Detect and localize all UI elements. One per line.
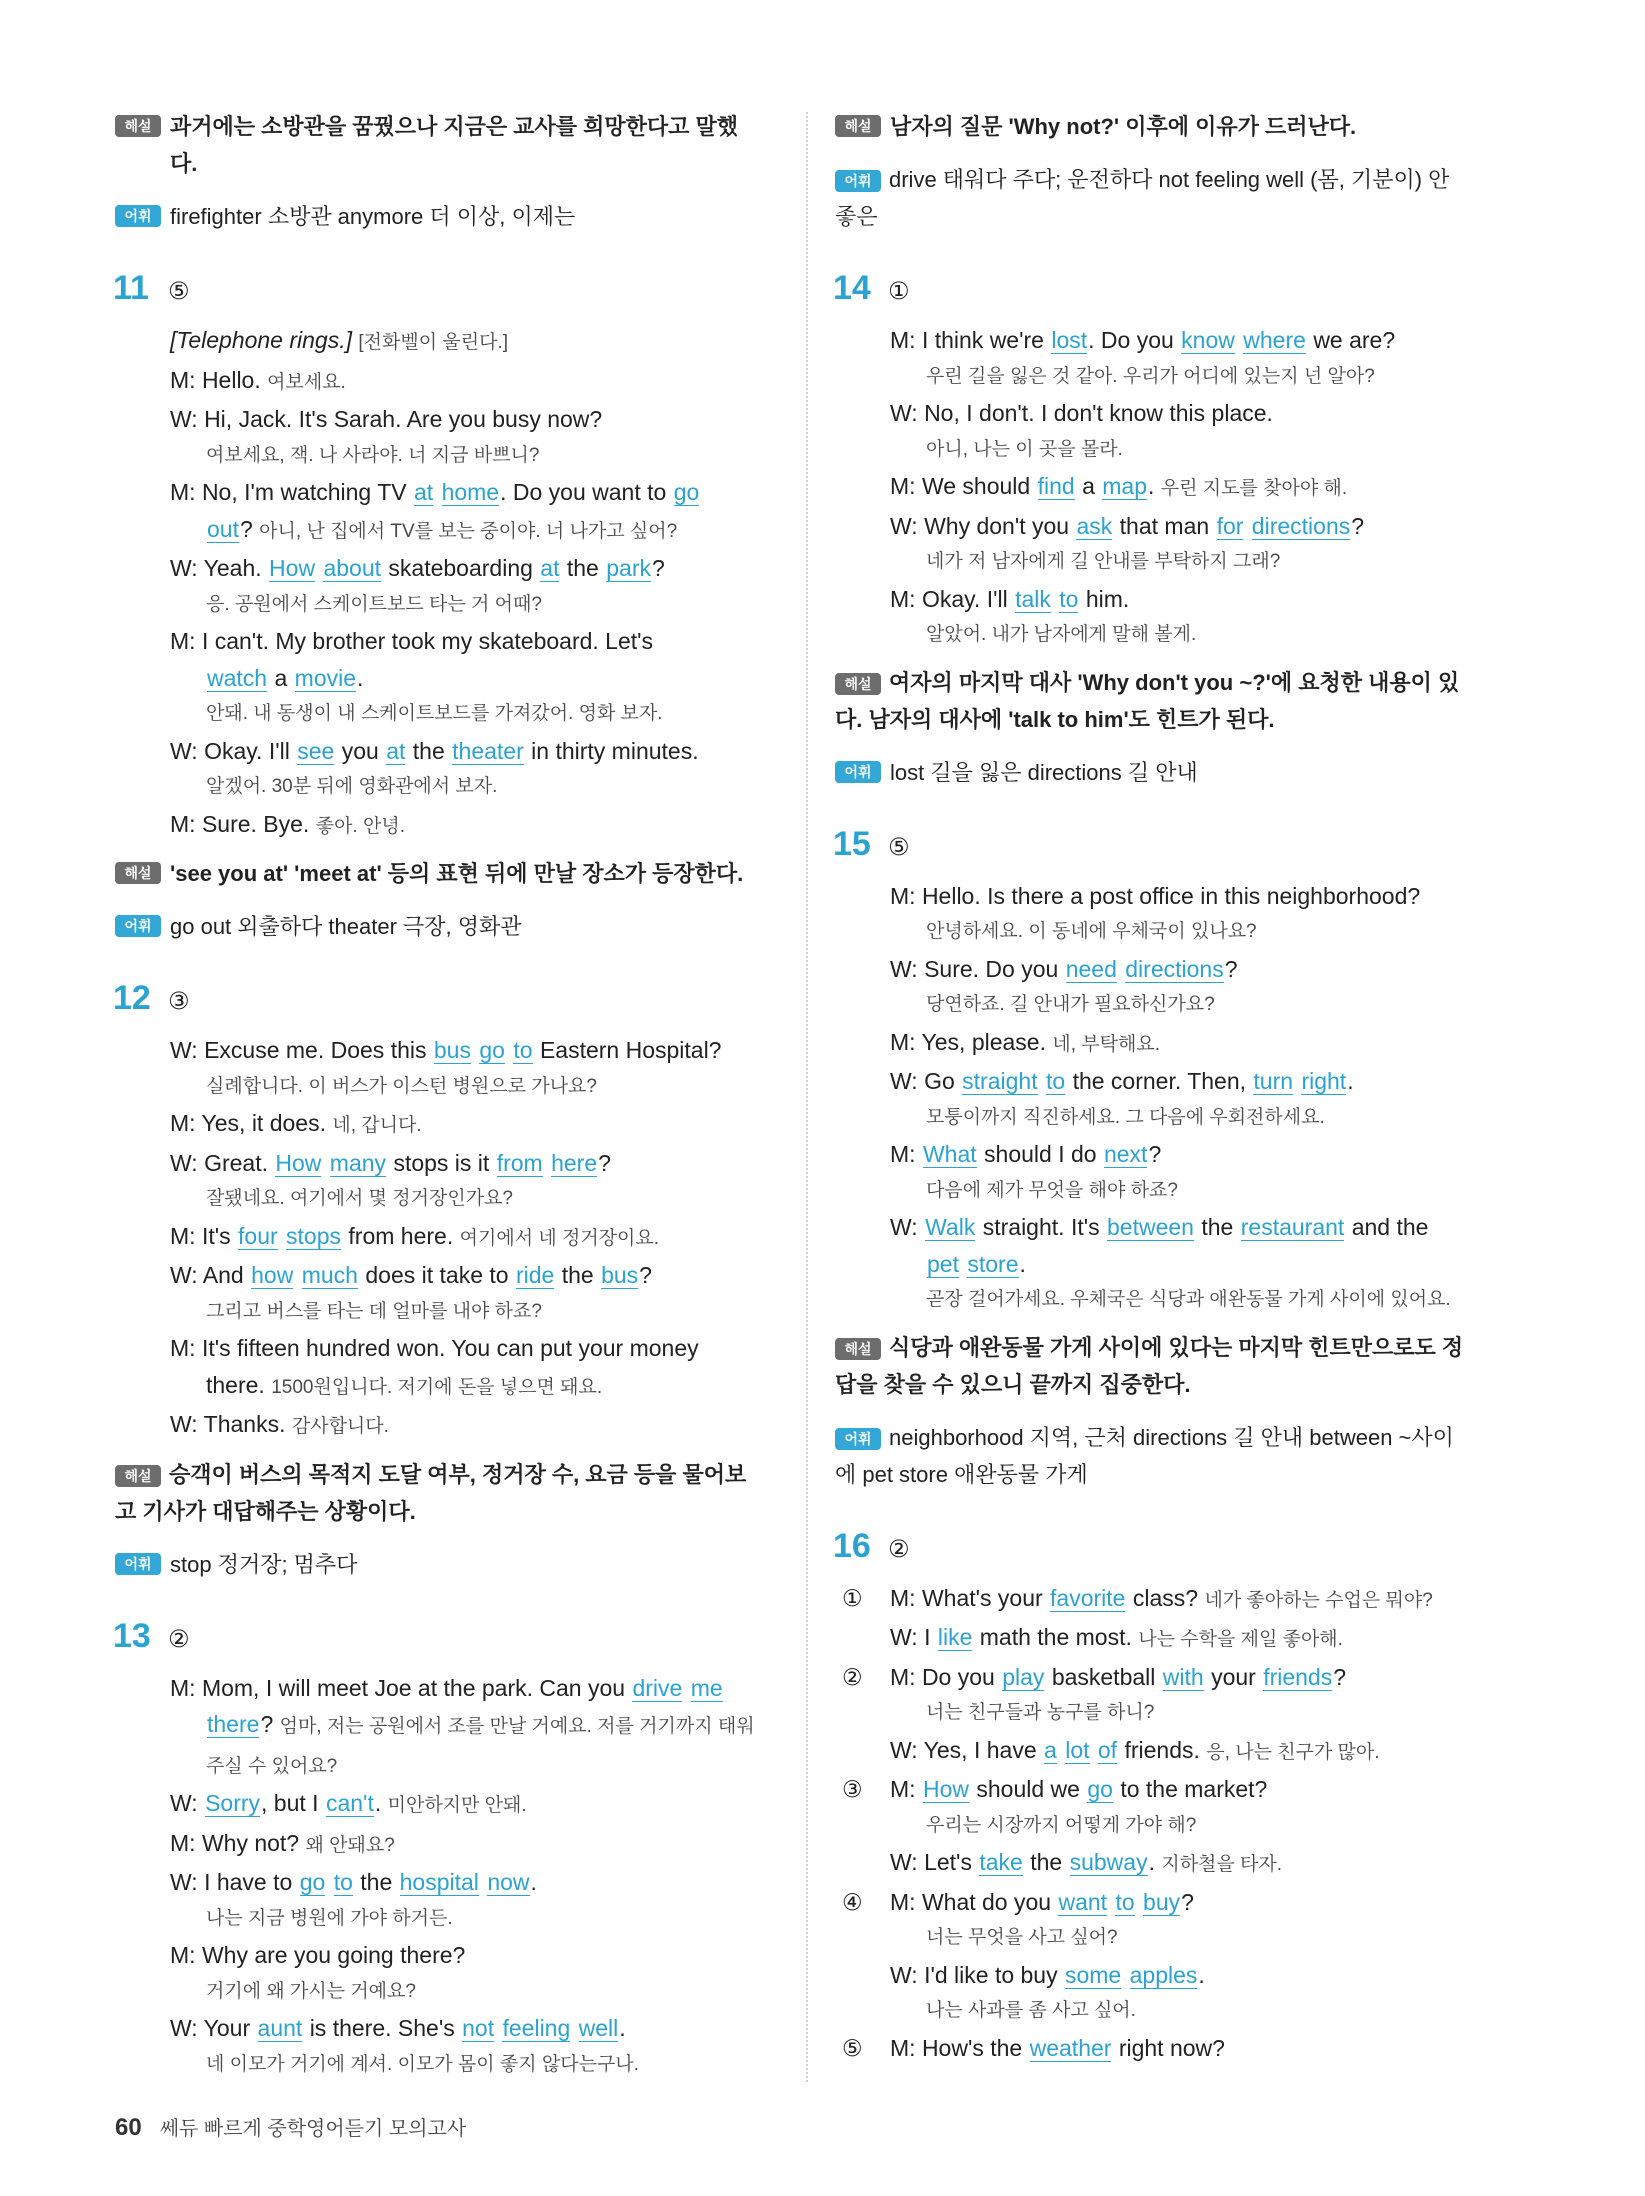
question-header [115, 269, 755, 308]
dialogue-line: M: Sure. Bye. 좋아. 안녕. [170, 810, 405, 837]
translation: 네 이모가 거기에 계셔. 이모가 몸이 좋지 않다는구나. [206, 2053, 639, 2075]
translation: 나는 사과를 좀 사고 싶어. [926, 2000, 1136, 2021]
dialogue-line: W: Okay. I'll see you at the theater in thirty minutes. [170, 737, 699, 764]
dialogue-line: ② M: Do you play basketball with your friends? [890, 1659, 1475, 1696]
haeseol-badge: 해설 [835, 673, 881, 695]
answer-mark: ② [168, 1625, 190, 1653]
vocab-note [835, 161, 1475, 235]
answer-mark: ⑤ [888, 833, 910, 861]
translation: 우린 길을 잃은 것 같아. 우리가 어디에 있는지 넌 알아? [926, 365, 1375, 387]
vocab-text: lost 길을 잃은 directions 길 안내 [890, 759, 1198, 785]
translation: 여보세요, 잭. 나 사라야. 너 지금 바쁘니? [206, 444, 540, 466]
dialogue-line: W: I'd like to buy some apples. [890, 1961, 1205, 1988]
question-header [115, 979, 755, 1018]
translation: 거기에 왜 가시는 거예요? [206, 1980, 416, 2002]
dialogue-line: W: Your aunt is there. She's not feeling well. [170, 2015, 626, 2041]
dialogue [835, 1580, 1475, 2067]
dialogue-line: W: And how much does it take to ride the bus? [170, 1262, 652, 1288]
dialogue-line: W: I like math the most. 나는 수학을 제일 좋아해. [890, 1624, 1343, 1650]
dialogue [115, 1670, 755, 2084]
dialogue-line: W: Yeah. How about skateboarding at the park? [170, 555, 665, 581]
dialogue-line: ④ M: What do you want to buy? [890, 1884, 1475, 1921]
dialogue [115, 1032, 755, 1446]
explanation-note [115, 108, 755, 182]
dialogue-line: M: I think we're lost. Do you know where we are? [890, 327, 1396, 353]
option-marker: ⑤ [842, 2034, 863, 2061]
translation: 알았어. 내가 남자에게 말해 볼게. [926, 624, 1197, 645]
haeseol-badge: 해설 [835, 115, 881, 137]
eohwi-badge: 어휘 [115, 205, 161, 227]
translation: 모퉁이까지 직진하세요. 그 다음에 우회전하세요. [926, 1106, 1325, 1128]
vocab-text: neighborhood 지역, 근처 directions 길 안내 between ~사이에 pet store 애완동물 가게 [835, 1424, 1454, 1487]
vocab-note [115, 198, 755, 235]
explanation-note [835, 664, 1475, 738]
question-number: 11 [113, 269, 149, 307]
dialogue-line: W: Why don't you ask that man for directions? [890, 512, 1365, 539]
dialogue [835, 878, 1475, 1319]
option-marker: ④ [842, 1888, 863, 1915]
translation: 당연하죠. 길 안내가 필요하신가요? [926, 994, 1215, 1015]
dialogue-line: M: Hello. Is there a post office in this neighborhood? [890, 882, 1421, 909]
dialogue-line: W: Excuse me. Does this bus go to Eastern Hospital? [170, 1037, 722, 1063]
translation: 알겠어. 30분 뒤에 영화관에서 보자. [206, 776, 498, 797]
explanation-note [835, 108, 1475, 145]
vocab-text: drive 태워다 주다; 운전하다 not feeling well (몸, 기분이) 안 좋은 [835, 167, 1450, 229]
dialogue-line: W: Hi, Jack. It's Sarah. Are you busy now? [170, 406, 603, 432]
question-number: 12 [113, 979, 151, 1017]
dialogue-line: ③ M: How should we go to the market? [890, 1771, 1475, 1808]
eohwi-badge: 어휘 [835, 761, 881, 783]
vocab-note [835, 1419, 1475, 1493]
dialogue [115, 322, 755, 845]
vocab-text: firefighter 소방관 anymore 더 이상, 이제는 [170, 204, 576, 229]
haeseol-badge: 해설 [115, 1465, 161, 1487]
translation: 실례합니다. 이 버스가 이스턴 병원으로 가나요? [206, 1075, 597, 1097]
question-header [835, 1527, 1475, 1566]
dialogue-line: M: It's fifteen hundred won. You can put your money [170, 1335, 699, 1361]
vocab-text: stop 정거장; 멈추다 [170, 1551, 358, 1577]
dialogue-line: W: Go straight to the corner. Then, turn right. [890, 1068, 1354, 1094]
dialogue-line: M: Why are you going there? [170, 1942, 466, 1968]
explanation-text: 승객이 버스의 목적지 도달 여부, 정거장 수, 요금 등을 물어보고 기사가 대답해주는 상황이다. [115, 1461, 747, 1524]
dialogue-line: W: Let's take the subway. 지하철을 타자. [890, 1849, 1283, 1875]
option-marker: ① [842, 1584, 863, 1611]
question-number: 16 [833, 1526, 871, 1565]
explanation-text: 여자의 마지막 대사 'Why don't you ~?'에 요청한 내용이 있다. 남자의 대사에 'talk to him'도 힌트가 된다. [835, 669, 1460, 732]
vocab-note [835, 754, 1475, 791]
dialogue-line: M: What should I do next? [890, 1141, 1162, 1167]
eohwi-badge: 어휘 [115, 1553, 161, 1575]
translation: 그리고 버스를 타는 데 얼마를 내야 하죠? [206, 1300, 542, 1322]
dialogue-line: there? 엄마, 저는 공원에서 조를 만날 거예요. 저를 거기까지 태워주실 수 있어요? [206, 1711, 755, 1777]
haeseol-badge: 해설 [835, 1338, 881, 1360]
left-column [115, 108, 755, 2083]
question-number: 13 [113, 1616, 151, 1655]
page-number: 60 [115, 2114, 142, 2141]
eohwi-badge: 어휘 [115, 915, 161, 937]
eohwi-badge: 어휘 [835, 170, 881, 192]
dialogue-line: M: Yes, it does. 네, 갑니다. [170, 1110, 422, 1136]
translation: 아니, 나는 이 곳을 몰라. [926, 438, 1123, 460]
explanation-note [115, 855, 755, 892]
dialogue-line: ⑤ M: How's the weather right now? [890, 2030, 1475, 2067]
dialogue-line: W: Walk straight. It's between the restaurant and the [890, 1214, 1429, 1240]
explanation-note [835, 1329, 1475, 1403]
dialogue-line: W: Thanks. 감사합니다. [170, 1411, 389, 1437]
dialogue-line: there. 1500원입니다. 저기에 돈을 넣으면 돼요. [206, 1371, 603, 1398]
haeseol-badge: 해설 [115, 115, 161, 137]
vocab-note [115, 1546, 755, 1583]
question-header [835, 825, 1475, 864]
dialogue [835, 322, 1475, 654]
translation: 잘됐네요. 여기에서 몇 정거장인가요? [206, 1188, 513, 1209]
dialogue-line: watch a movie. [207, 664, 364, 691]
option-marker: ② [842, 1663, 863, 1690]
explanation-note [115, 1456, 755, 1530]
translation: 나는 지금 병원에 가야 하거든. [206, 1907, 453, 1929]
explanation-text: 'see you at' 'meet at' 등의 표현 뒤에 만날 장소가 등장한다. [170, 861, 744, 886]
option-marker: ③ [842, 1776, 863, 1802]
question-number: 15 [833, 824, 871, 863]
translation: 우리는 시장까지 어떻게 가야 해? [926, 1814, 1197, 1836]
translation: 너는 무엇을 사고 싶어? [926, 1927, 1118, 1948]
dialogue-line: ① M: What's your favorite class? 네가 좋아하는 수업은 뭐야? [890, 1580, 1475, 1620]
explanation-text: 과거에는 소방관을 꿈꿨으나 지금은 교사를 희망한다고 말했다. [170, 114, 738, 176]
vocab-note [115, 908, 755, 945]
dialogue-line: M: Why not? 왜 안돼요? [170, 1829, 395, 1856]
dialogue-line: pet store. [927, 1250, 1026, 1277]
explanation-text: 남자의 질문 'Why not?' 이후에 이유가 드러난다. [890, 114, 1357, 139]
dialogue-line: W: I have to go to the hospital now. [170, 1869, 537, 1895]
column-divider [806, 112, 808, 2082]
dialogue-line: M: Hello. 여보세요. [170, 366, 346, 393]
dialogue-line: W: No, I don't. I don't know this place. [890, 400, 1273, 426]
dialogue-line: M: I can't. My brother took my skateboard. Let's [170, 628, 654, 654]
dialogue-line: [Telephone rings.] [전화벨이 울린다.] [170, 327, 508, 353]
translation: 다음에 제가 무엇을 해야 하죠? [926, 1179, 1178, 1201]
page-footer [115, 2112, 466, 2142]
answer-mark: ① [888, 278, 910, 305]
translation: 곧장 걸어가세요. 우체국은 식당과 애완동물 가게 사이에 있어요. [926, 1289, 1451, 1310]
question-number: 14 [833, 269, 871, 307]
dialogue-line: M: We should find a map. 우린 지도를 찾아야 해. [890, 473, 1348, 499]
dialogue-line: W: Yes, I have a lot of friends. 응, 나는 친구가 많아. [890, 1736, 1380, 1763]
haeseol-badge: 해설 [115, 862, 161, 884]
dialogue-line: M: Yes, please. 네, 부탁해요. [890, 1028, 1160, 1055]
book-title: 쎄듀 빠르게 중학영어듣기 모의고사 [159, 2118, 467, 2140]
answer-mark: ② [888, 1535, 910, 1563]
dialogue-line: M: Mom, I will meet Joe at the park. Can you drive me [170, 1674, 723, 1701]
translation: 안녕하세요. 이 동네에 우체국이 있나요? [926, 921, 1257, 942]
right-column [835, 108, 1475, 2066]
explanation-text: 식당과 애완동물 가게 사이에 있다는 마지막 힌트만으로도 정답을 찾을 수 있으니 끝까지 집중한다. [835, 1334, 1464, 1397]
answer-mark: ③ [168, 988, 190, 1015]
dialogue-line: M: No, I'm watching TV at home. Do you want to go [170, 479, 700, 505]
dialogue-line: W: Sorry, but I can't. 미안하지만 안돼. [170, 1790, 527, 1816]
dialogue-line: W: Great. How many stops is it from here? [170, 1149, 611, 1176]
dialogue-line: M: It's four stops from here. 여기에서 네 정거장이요. [170, 1222, 660, 1249]
question-header [115, 1617, 755, 1656]
dialogue-line: M: Okay. I'll talk to him. [890, 585, 1130, 612]
answer-mark: ⑤ [168, 278, 190, 305]
translation: 너는 친구들과 농구를 하니? [926, 1702, 1155, 1723]
vocab-text: go out 외출하다 theater 극장, 영화관 [170, 914, 522, 939]
dialogue-line: W: Sure. Do you need directions? [890, 955, 1238, 982]
translation: 안돼. 내 동생이 내 스케이트보드를 가져갔어. 영화 보자. [206, 703, 663, 724]
dialogue-line: out? 아니, 난 집에서 TV를 보는 중이야. 너 나가고 싶어? [207, 515, 678, 542]
translation: 네가 저 남자에게 길 안내를 부탁하지 그래? [926, 551, 1281, 572]
eohwi-badge: 어휘 [835, 1428, 881, 1450]
question-header [835, 269, 1475, 308]
translation: 응. 공원에서 스케이트보드 타는 거 어때? [206, 593, 542, 615]
